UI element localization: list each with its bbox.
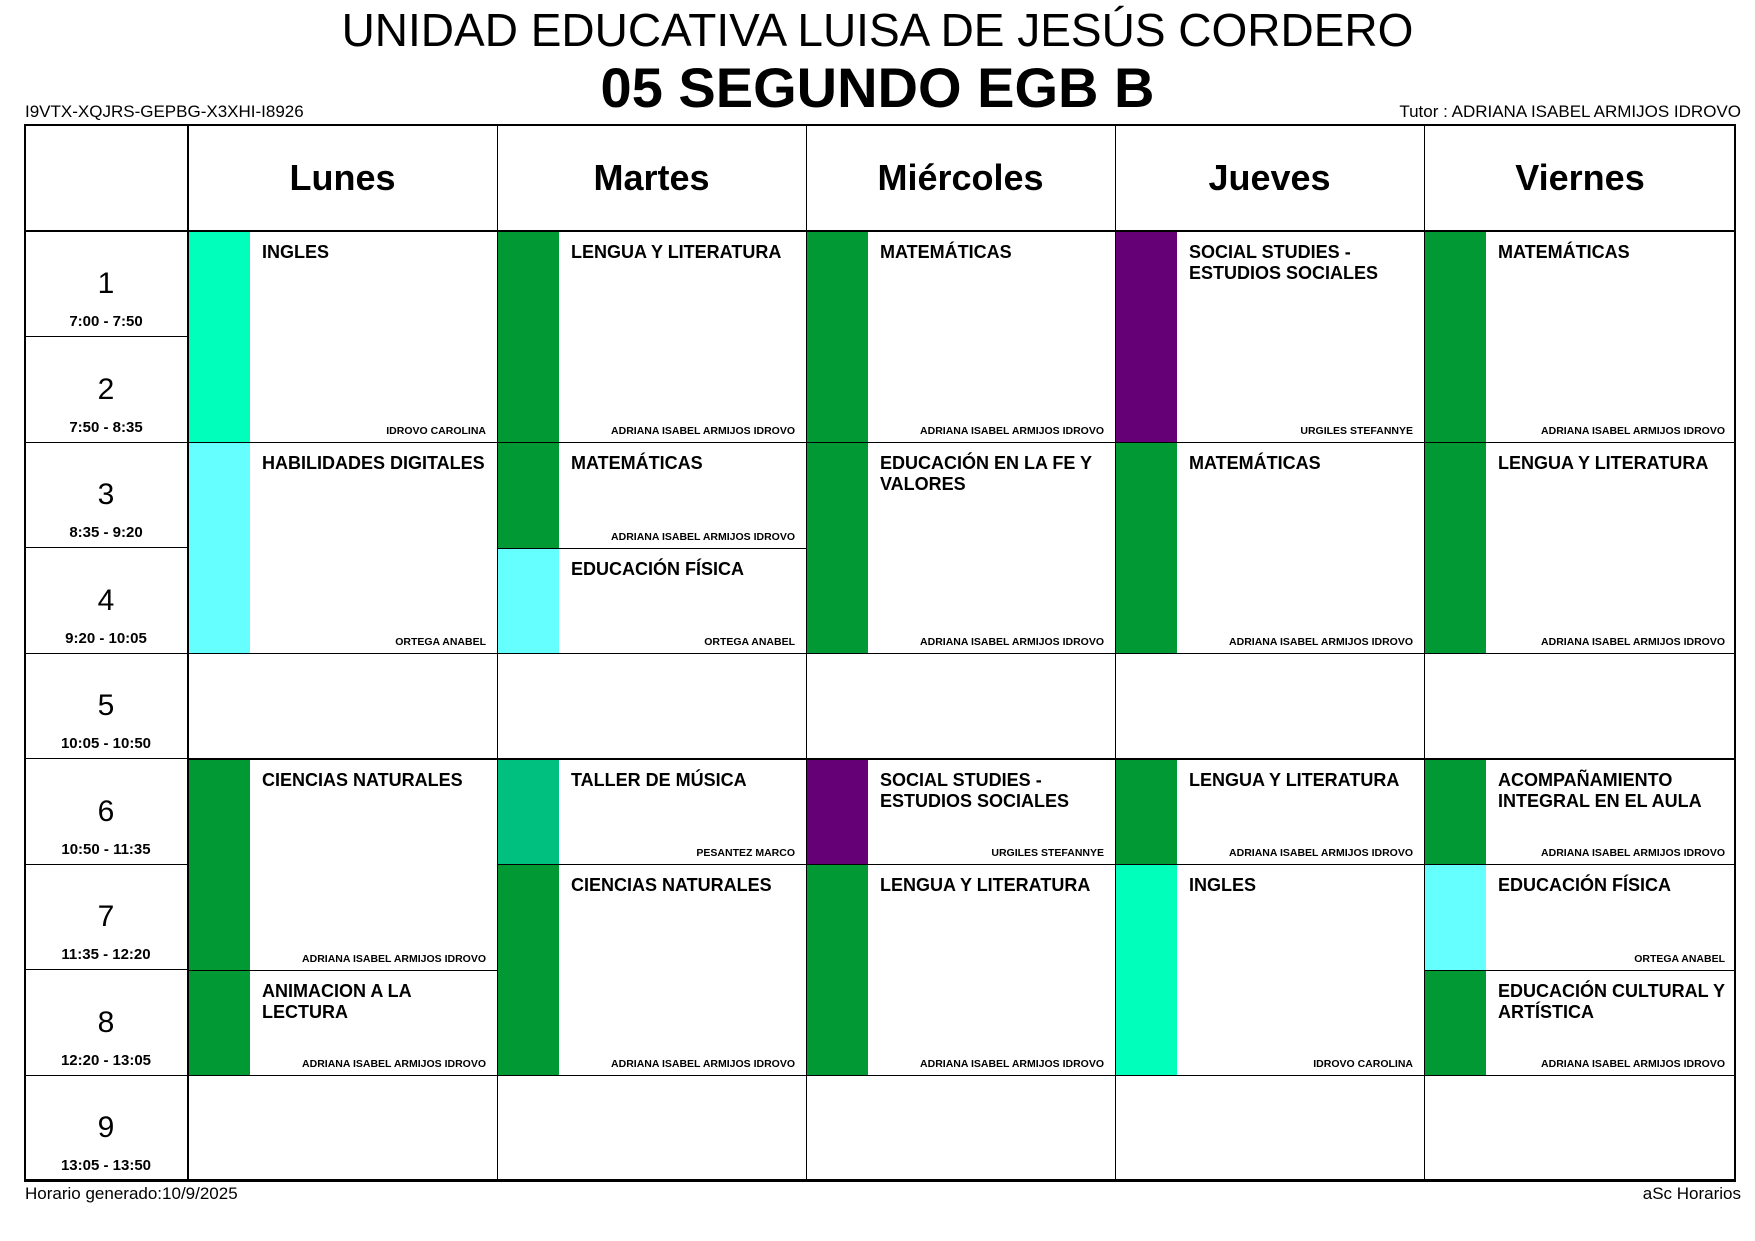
lesson-subject: SOCIAL STUDIES - ESTUDIOS SOCIALES [880, 769, 1070, 811]
school-name: UNIDAD EDUCATIVA LUISA DE JESÚS CORDERO [341, 4, 1414, 56]
period-time: 7:50 - 8:35 [69, 418, 143, 436]
lesson-teacher: ADRIANA ISABEL ARMIJOS IDROVO [920, 1058, 1104, 1071]
lesson-subject: EDUCACIÓN FÍSICA [1498, 875, 1672, 896]
lesson-subject: INGLES [1189, 875, 1257, 896]
lesson-subject: EDUCACIÓN CULTURAL Y ARTÍSTICA [1498, 980, 1725, 1022]
schedule-code: I9VTX-XQJRS-GEPBG-X3XHI-I8926 [25, 102, 304, 121]
lesson-teacher: ORTEGA ANABEL [704, 636, 795, 649]
lesson-subject: EDUCACIÓN EN LA FE Y VALORES [880, 453, 1092, 495]
lesson-subject: TALLER DE MÚSICA [571, 769, 747, 790]
lesson-teacher: ADRIANA ISABEL ARMIJOS IDROVO [611, 425, 795, 438]
lesson-teacher: IDROVO CAROLINA [386, 425, 486, 438]
lesson-subject: MATEMÁTICAS [571, 453, 703, 474]
day-header: Miércoles [877, 156, 1044, 198]
period-number: 4 [97, 583, 115, 617]
lesson-subject: ANIMACION A LA LECTURA [262, 980, 411, 1022]
period-number: 1 [97, 267, 115, 300]
lesson-subject: LENGUA Y LITERATURA [571, 242, 782, 262]
lesson-teacher: URGILES STEFANNYE [991, 847, 1104, 860]
lesson-teacher: ADRIANA ISABEL ARMIJOS IDROVO [1229, 847, 1413, 860]
lesson-teacher: ADRIANA ISABEL ARMIJOS IDROVO [920, 425, 1104, 438]
lesson-teacher: PESANTEZ MARCO [696, 847, 795, 860]
lesson-teacher: ADRIANA ISABEL ARMIJOS IDROVO [611, 1058, 795, 1071]
lesson-subject: LENGUA Y LITERATURA [1189, 769, 1400, 790]
lesson-teacher: ADRIANA ISABEL ARMIJOS IDROVO [302, 1058, 486, 1071]
lesson-teacher: ORTEGA ANABEL [1634, 952, 1725, 965]
lesson-subject: EDUCACIÓN FÍSICA [571, 558, 745, 579]
class-title: 05 SEGUNDO EGB B [600, 56, 1155, 119]
lesson-teacher: ADRIANA ISABEL ARMIJOS IDROVO [1541, 425, 1725, 438]
period-time: 10:50 - 11:35 [61, 840, 151, 858]
lesson-subject: SOCIAL STUDIES - ESTUDIOS SOCIALES [1189, 242, 1379, 283]
lesson-subject: MATEMÁTICAS [880, 242, 1012, 262]
generated-date: Horario generado:10/9/2025 [25, 1184, 238, 1203]
lesson-subject: MATEMÁTICAS [1498, 242, 1630, 262]
lesson-teacher: ADRIANA ISABEL ARMIJOS IDROVO [1541, 636, 1725, 649]
lesson-subject: INGLES [262, 242, 330, 262]
lesson-teacher: IDROVO CAROLINA [1313, 1058, 1413, 1071]
lesson-teacher: URGILES STEFANNYE [1300, 425, 1413, 438]
day-header: Martes [593, 156, 710, 198]
period-time: 8:35 - 9:20 [69, 524, 143, 542]
tutor-label: Tutor : ADRIANA ISABEL ARMIJOS IDROVO [1399, 102, 1741, 121]
day-header: Jueves [1208, 156, 1331, 198]
period-number: 6 [97, 794, 115, 828]
period-number: 5 [97, 689, 115, 723]
period-time: 7:00 - 7:50 [69, 313, 143, 330]
period-time: 12:20 - 13:05 [60, 1051, 152, 1069]
period-time: 13:05 - 13:50 [60, 1157, 152, 1175]
day-header: Viernes [1515, 156, 1645, 198]
period-number: 8 [97, 1005, 115, 1039]
day-header: Lunes [289, 156, 396, 198]
lesson-subject: HABILIDADES DIGITALES [262, 453, 485, 474]
lesson-subject: CIENCIAS NATURALES [571, 875, 772, 896]
lesson-teacher: ADRIANA ISABEL ARMIJOS IDROVO [1541, 847, 1725, 860]
lesson-teacher: ADRIANA ISABEL ARMIJOS IDROVO [1229, 636, 1413, 649]
period-number: 3 [97, 478, 115, 512]
lesson-subject: LENGUA Y LITERATURA [880, 875, 1091, 896]
lesson-teacher: ADRIANA ISABEL ARMIJOS IDROVO [302, 952, 486, 965]
period-time: 11:35 - 12:20 [61, 946, 151, 964]
timetable-grid [24, 124, 1736, 1181]
period-number: 7 [97, 900, 115, 934]
lesson-subject: LENGUA Y LITERATURA [1498, 453, 1709, 474]
lesson-subject: MATEMÁTICAS [1189, 453, 1321, 474]
lesson-subject: CIENCIAS NATURALES [262, 769, 463, 790]
period-time: 9:20 - 10:05 [65, 629, 147, 647]
lesson-teacher: ORTEGA ANABEL [395, 636, 486, 649]
lesson-subject: ACOMPAÑAMIENTO INTEGRAL EN EL AULA [1498, 769, 1702, 811]
period-number: 2 [97, 372, 115, 406]
app-credit: aSc Horarios [1642, 1184, 1741, 1203]
lesson-teacher: ADRIANA ISABEL ARMIJOS IDROVO [920, 636, 1104, 649]
period-number: 9 [97, 1111, 115, 1145]
grid-border [24, 124, 1736, 1181]
period-time: 10:05 - 10:50 [60, 735, 152, 753]
lesson-teacher: ADRIANA ISABEL ARMIJOS IDROVO [1541, 1058, 1725, 1071]
lesson-teacher: ADRIANA ISABEL ARMIJOS IDROVO [611, 530, 795, 543]
